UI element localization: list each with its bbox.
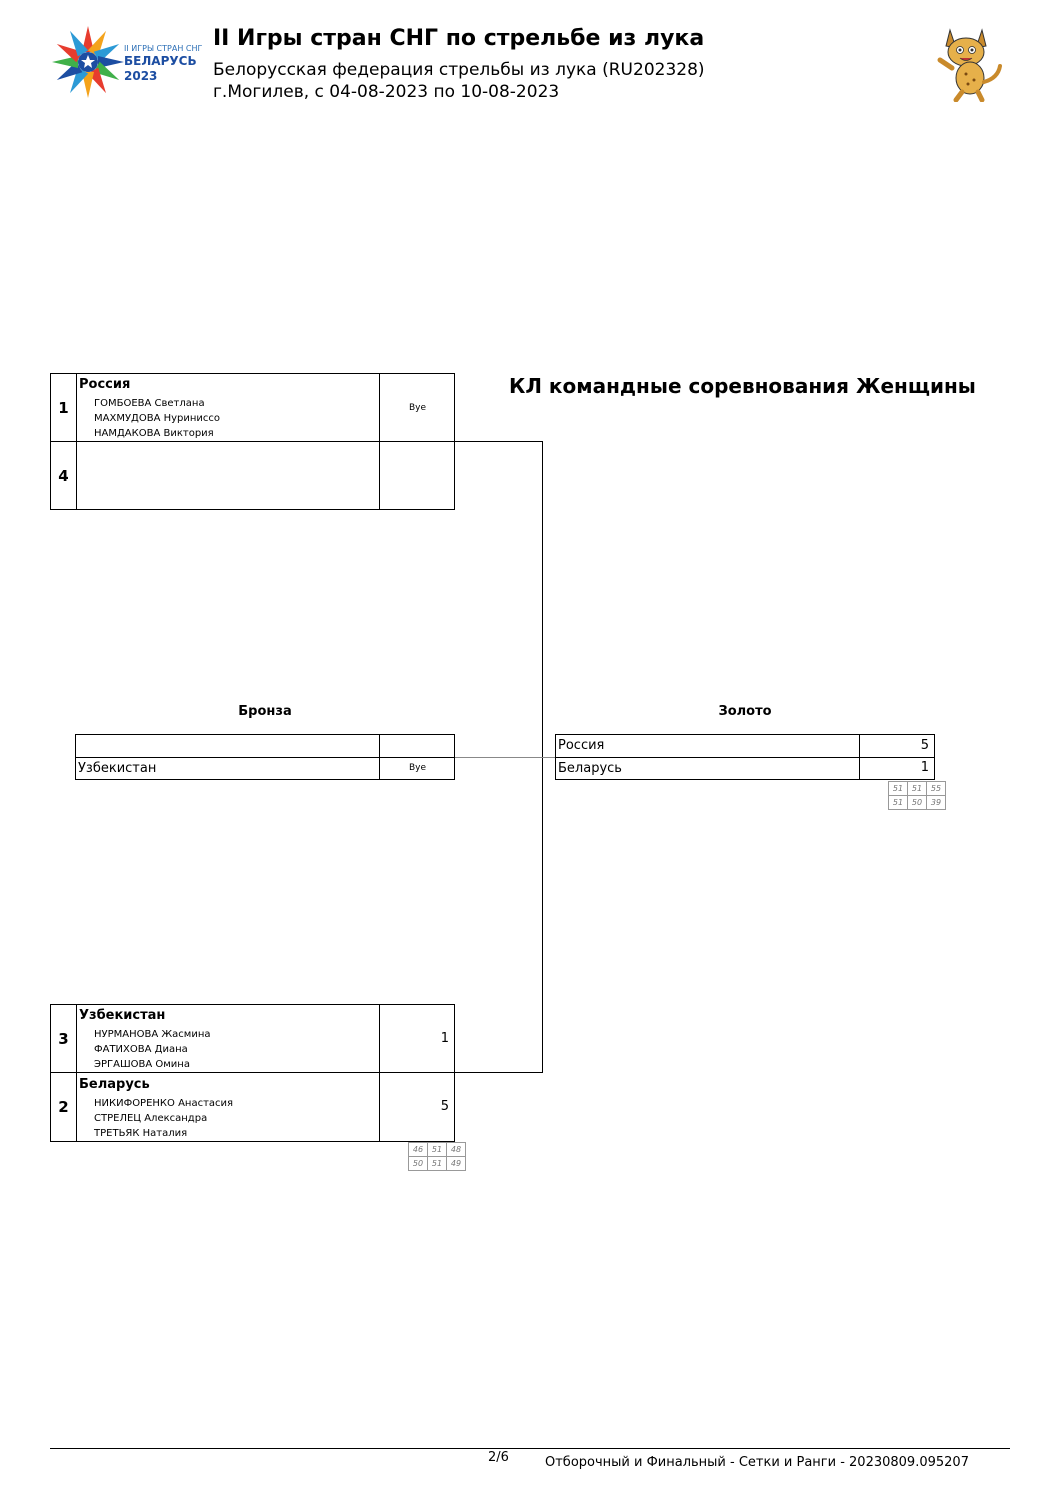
team-member: ЭРГАШОВА Омина [94,1059,190,1070]
set-score: 51 [889,782,908,796]
seed-number: 4 [51,442,77,509]
seed-number: 2 [51,1073,77,1141]
set-score: 51 [908,782,927,796]
event-title: КЛ командные соревнования Женщины [509,374,976,398]
gold-bottom [555,757,935,780]
semifinal-2-bottom [50,1072,455,1142]
team-member: НУРМАНОВА Жасмина [94,1029,211,1040]
bracket-line [455,757,556,758]
mascot [934,26,1006,102]
footer-description: Отборочный и Финальный - Сетки и Ранги - 20230809.095207 [545,1455,969,1470]
set-score: 48 [447,1143,466,1157]
set-score: 51 [889,796,908,810]
footer-divider [50,1448,1010,1449]
set-score: 51 [428,1143,447,1157]
team-name: Беларусь [79,1077,150,1092]
lynx-mascot-icon [934,26,1006,102]
gold-top [555,734,935,758]
page-title: II Игры стран СНГ по стрельбе из лука [213,26,705,51]
page-number: 2/6 [488,1450,509,1465]
bronze-label: Бронза [238,704,292,719]
team-name: Россия [558,738,605,753]
set-score: 51 [428,1157,447,1171]
team-member: СТРЕЛЕЦ Александра [94,1113,208,1124]
organizer: Белорусская федерация стрельбы из лука (RU202328) [213,60,705,80]
result-cell [379,1073,455,1141]
team-member: НАМДАКОВА Виктория [94,428,214,439]
bracket-line [455,1072,543,1073]
seed-number: 1 [51,374,77,441]
set-score: 46 [409,1143,428,1157]
result-cell [379,374,455,441]
semifinal-2-set-scores [408,1142,466,1171]
games-star-logo-icon [50,24,126,100]
team-name: Беларусь [558,761,622,776]
result-score: 5 [440,1099,449,1114]
gold-set-scores [888,781,946,810]
team-name: Узбекистан [78,761,157,776]
bracket-line [455,441,543,442]
set-score: 50 [409,1157,428,1171]
team-name: Россия [79,377,131,392]
result-cell [379,1005,455,1072]
set-score: 39 [927,796,946,810]
semifinal-1-top [50,373,455,442]
semifinal-1-bottom [50,441,455,510]
gold-label: Золото [718,704,772,719]
seed-number: 3 [51,1005,77,1072]
team-member: ТРЕТЬЯК Наталия [94,1128,188,1139]
team-member: ФАТИХОВА Диана [94,1044,188,1055]
result-cell [859,758,935,779]
result-cell [379,758,455,779]
set-score: 49 [447,1157,466,1171]
team-member: ГОМБОЕВА Светлана [94,398,205,409]
bronze-top [75,734,455,758]
team-name: Узбекистан [79,1008,166,1023]
logo-text-country: БЕЛАРУСЬ [124,54,197,68]
result-cell [379,735,455,757]
result-score: 1 [440,1031,449,1046]
result-score: 1 [920,760,929,775]
result-cell [379,442,455,509]
team-member: МАХМУДОВА Нуриниссо [94,413,221,424]
result-cell [859,735,935,757]
logo-text-year: 2023 [124,69,158,83]
result-bye: Bye [408,403,427,413]
logo-text-top: II ИГРЫ СТРАН СНГ [124,44,203,53]
bronze-bottom [75,757,455,780]
set-score: 55 [927,782,946,796]
set-score: 50 [908,796,927,810]
semifinal-2-top [50,1004,455,1073]
location-dates: г.Могилев, с 04-08-2023 по 10-08-2023 [213,82,560,102]
result-bye: Bye [408,763,427,773]
result-score: 5 [920,738,929,753]
games-logo [50,24,202,100]
team-member: НИКИФОРЕНКО Анастасия [94,1098,234,1109]
